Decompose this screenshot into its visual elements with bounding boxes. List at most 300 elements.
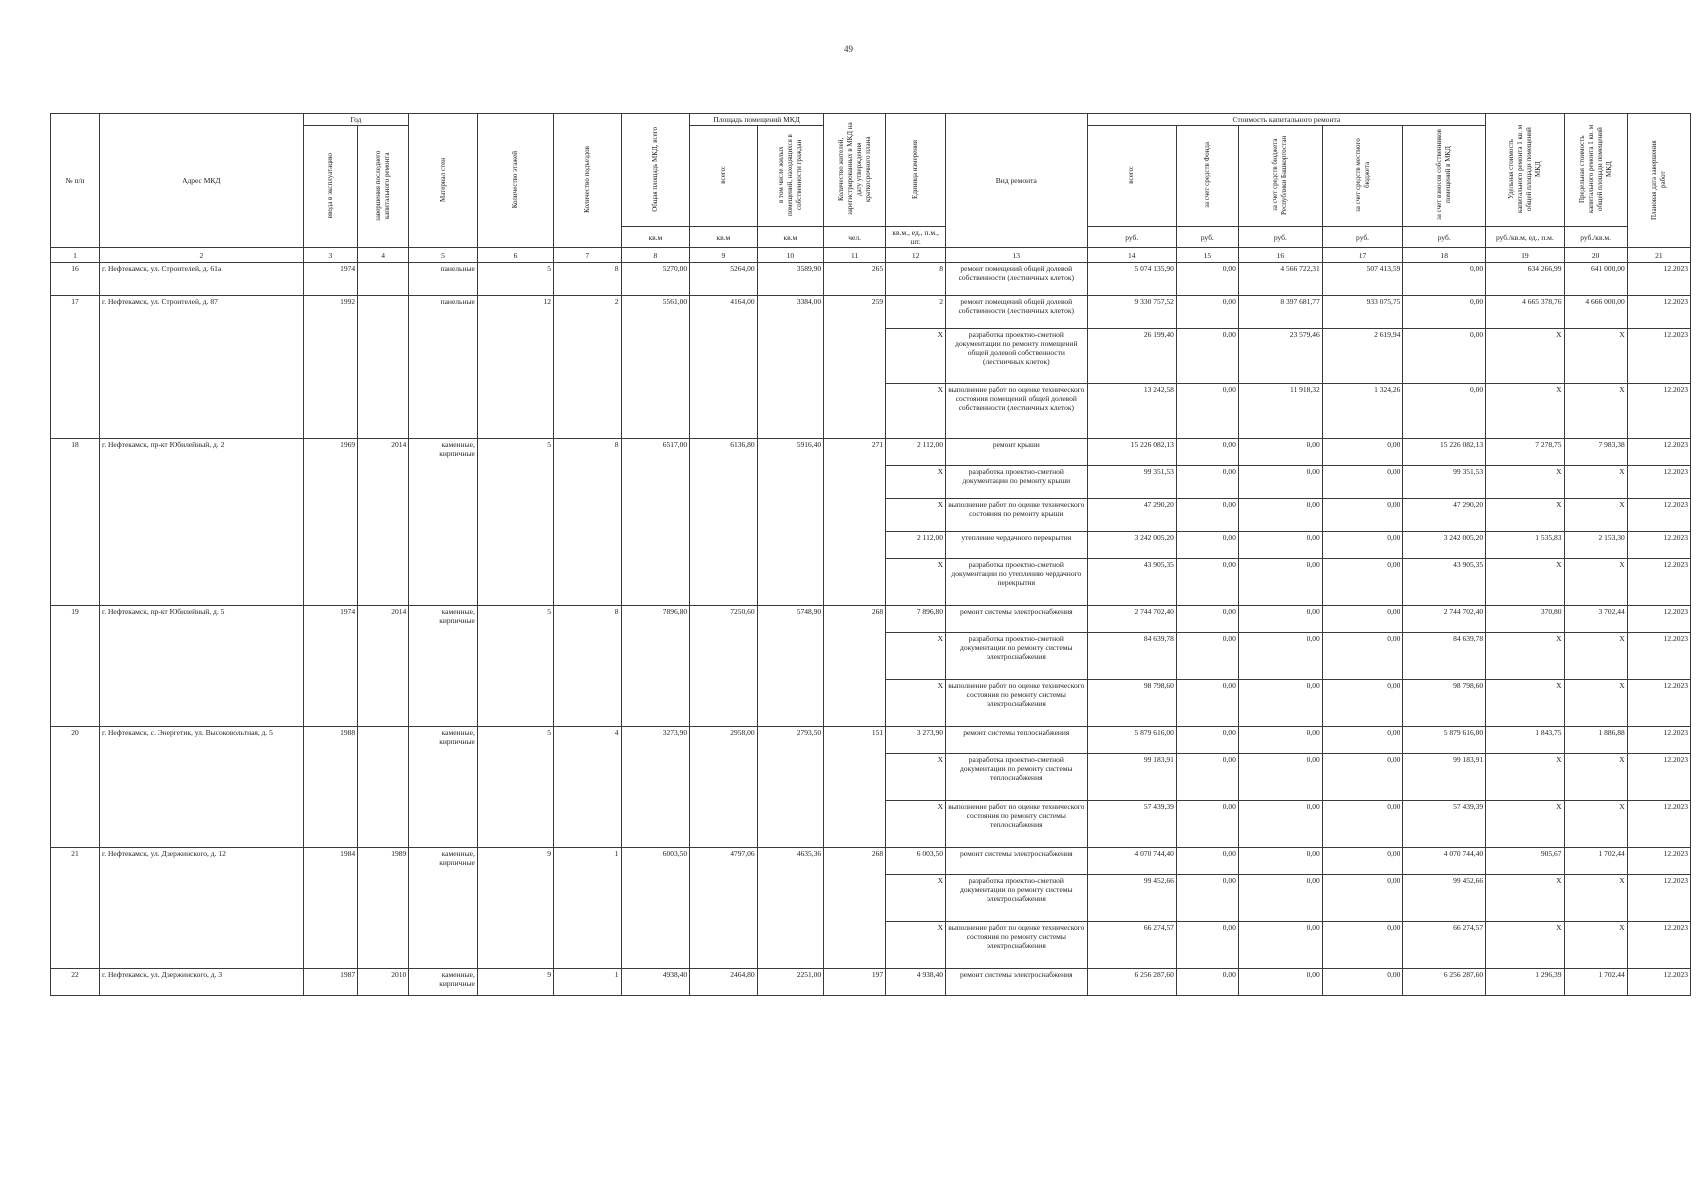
- cost-c15: 0,00: [1176, 263, 1238, 296]
- cost-c16: 0,00: [1238, 559, 1322, 606]
- cost-c14: 2 744 702,40: [1087, 606, 1176, 633]
- table-row: [51, 296, 1691, 329]
- row-address: г. Нефтекамск, пр-кт Юбилейный, д. 2: [100, 439, 304, 606]
- work-type: разработка проектно-сметной документации по ремонту крыши: [946, 466, 1088, 499]
- row-wall-material: панельные: [409, 296, 478, 439]
- row-premises-owned: 5916,40: [757, 439, 823, 606]
- table-row: [51, 606, 1691, 633]
- work-unit: 2 112,00: [886, 532, 946, 559]
- row-residents: 259: [824, 296, 886, 439]
- work-unit: X: [886, 499, 946, 532]
- row-year-last-repair: 2014: [358, 606, 409, 727]
- cost-c17: 0,00: [1322, 633, 1403, 680]
- cost-c17: 0,00: [1322, 466, 1403, 499]
- column-number: 2: [100, 248, 304, 263]
- cost-c14: 57 439,39: [1087, 801, 1176, 848]
- cost-c14: 99 452,66: [1087, 875, 1176, 922]
- header-unit: Единица измерения: [886, 114, 946, 227]
- row-total-area: 4938,40: [621, 969, 690, 996]
- row-total-area: 6003,50: [621, 848, 690, 969]
- row-premises-total: 5264,00: [690, 263, 758, 296]
- unit-19: руб./кв.м, ед., п.м.: [1486, 227, 1564, 248]
- cost-c19: 7 278,75: [1486, 439, 1564, 466]
- table-row: [51, 439, 1691, 466]
- row-address: г. Нефтекамск, ул. Дзержинского, д. 3: [100, 969, 304, 996]
- unit-17: руб.: [1322, 227, 1403, 248]
- row-floors: 5: [477, 263, 553, 296]
- cost-c21: 12.2023: [1627, 969, 1690, 996]
- header-total-area: Общая площадь МКД, всего: [621, 114, 690, 227]
- cost-c18: 43 905,35: [1403, 559, 1486, 606]
- cost-c15: 0,00: [1176, 848, 1238, 875]
- row-number: 17: [51, 296, 100, 439]
- row-wall-material: панельные: [409, 263, 478, 296]
- work-type: ремонт крыши: [946, 439, 1088, 466]
- cost-c21: 12.2023: [1627, 532, 1690, 559]
- row-wall-material: каменные, кирпичные: [409, 969, 478, 996]
- row-number: 16: [51, 263, 100, 296]
- cost-c20: X: [1564, 875, 1627, 922]
- row-wall-material: каменные, кирпичные: [409, 439, 478, 606]
- cost-c15: 0,00: [1176, 922, 1238, 969]
- cost-c19: 370,80: [1486, 606, 1564, 633]
- cost-c19: X: [1486, 922, 1564, 969]
- row-premises-owned: 3384,00: [757, 296, 823, 439]
- cost-c21: 12.2023: [1627, 801, 1690, 848]
- cost-c16: 0,00: [1238, 439, 1322, 466]
- cost-c18: 0,00: [1403, 384, 1486, 439]
- cost-c18: 3 242 005,20: [1403, 532, 1486, 559]
- row-year-last-repair: [358, 727, 409, 848]
- row-total-area: 7896,80: [621, 606, 690, 727]
- cost-c15: 0,00: [1176, 329, 1238, 384]
- cost-c20: X: [1564, 384, 1627, 439]
- column-number: 19: [1486, 248, 1564, 263]
- cost-c19: X: [1486, 466, 1564, 499]
- cost-c20: 3 702,44: [1564, 606, 1627, 633]
- row-year-commission: 1987: [303, 969, 357, 996]
- row-floors: 9: [477, 848, 553, 969]
- work-unit: X: [886, 466, 946, 499]
- cost-c18: 66 274,57: [1403, 922, 1486, 969]
- work-type: разработка проектно-сметной документации по утеплению чердачного перекрытия: [946, 559, 1088, 606]
- cost-c18: 0,00: [1403, 296, 1486, 329]
- cost-c19: 634 266,99: [1486, 263, 1564, 296]
- column-number: 20: [1564, 248, 1627, 263]
- cost-c14: 5 074 135,90: [1087, 263, 1176, 296]
- row-premises-total: 2958,00: [690, 727, 758, 848]
- unit-12: кв.м., ед., п.м., шт.: [886, 227, 946, 248]
- row-year-last-repair: 2010: [358, 969, 409, 996]
- row-number: 21: [51, 848, 100, 969]
- cost-c19: X: [1486, 801, 1564, 848]
- row-floors: 12: [477, 296, 553, 439]
- cost-c16: 0,00: [1238, 499, 1322, 532]
- work-unit: X: [886, 801, 946, 848]
- row-premises-total: 6136,80: [690, 439, 758, 606]
- cost-c18: 99 183,91: [1403, 754, 1486, 801]
- cost-c20: X: [1564, 559, 1627, 606]
- cost-c19: X: [1486, 875, 1564, 922]
- cost-c20: 1 886,88: [1564, 727, 1627, 754]
- cost-c17: 0,00: [1322, 559, 1403, 606]
- work-unit: X: [886, 680, 946, 727]
- cost-c15: 0,00: [1176, 875, 1238, 922]
- column-number: 13: [946, 248, 1088, 263]
- header-deadline: Плановая дата завершения работ: [1627, 114, 1690, 248]
- column-number: 15: [1176, 248, 1238, 263]
- table-body: [51, 263, 1691, 996]
- column-number: 11: [824, 248, 886, 263]
- header-cost-rep-budget: за счет средств бюджета Республики Башкортостан: [1238, 126, 1322, 227]
- row-premises-owned: 3589,90: [757, 263, 823, 296]
- cost-c20: X: [1564, 922, 1627, 969]
- unit-18: руб.: [1403, 227, 1486, 248]
- cost-c16: 0,00: [1238, 606, 1322, 633]
- cost-c15: 0,00: [1176, 727, 1238, 754]
- cost-c21: 12.2023: [1627, 559, 1690, 606]
- cost-c19: X: [1486, 384, 1564, 439]
- cost-c20: X: [1564, 754, 1627, 801]
- cost-c20: X: [1564, 801, 1627, 848]
- cost-c16: 8 397 681,77: [1238, 296, 1322, 329]
- unit-8: кв.м: [621, 227, 690, 248]
- header-repair-type: Вид ремонта: [946, 114, 1088, 248]
- header-address: Адрес МКД: [100, 114, 304, 248]
- row-entrances: 8: [554, 439, 622, 606]
- table-row: [51, 969, 1691, 996]
- cost-c17: 933 075,75: [1322, 296, 1403, 329]
- row-year-last-repair: 2014: [358, 439, 409, 606]
- column-number: 8: [621, 248, 690, 263]
- cost-c16: 0,00: [1238, 754, 1322, 801]
- cost-c15: 0,00: [1176, 969, 1238, 996]
- cost-c14: 66 274,57: [1087, 922, 1176, 969]
- work-unit: 4 938,40: [886, 969, 946, 996]
- cost-c21: 12.2023: [1627, 727, 1690, 754]
- cost-c18: 5 879 616,00: [1403, 727, 1486, 754]
- cost-c17: 0,00: [1322, 848, 1403, 875]
- cost-c20: X: [1564, 499, 1627, 532]
- header-max-unit-cost: Предельная стоимость капитального ремонта 1 кв. м общей площади помещений МКД: [1564, 114, 1627, 227]
- cost-c15: 0,00: [1176, 606, 1238, 633]
- cost-c19: X: [1486, 680, 1564, 727]
- cost-c16: 0,00: [1238, 633, 1322, 680]
- row-year-last-repair: 1989: [358, 848, 409, 969]
- row-address: г. Нефтекамск, с. Энергетик, ул. Высоковольтная, д. 5: [100, 727, 304, 848]
- cost-c16: 0,00: [1238, 466, 1322, 499]
- cost-c20: X: [1564, 680, 1627, 727]
- header-cost-total: всего:: [1087, 126, 1176, 227]
- work-unit: 2: [886, 296, 946, 329]
- cost-c15: 0,00: [1176, 633, 1238, 680]
- cost-c15: 0,00: [1176, 384, 1238, 439]
- work-type: разработка проектно-сметной документации по ремонту системы теплоснабжения: [946, 754, 1088, 801]
- cost-c19: X: [1486, 559, 1564, 606]
- column-number: 17: [1322, 248, 1403, 263]
- row-entrances: 1: [554, 848, 622, 969]
- unit-9: кв.м: [690, 227, 758, 248]
- cost-c21: 12.2023: [1627, 466, 1690, 499]
- cost-c14: 84 639,78: [1087, 633, 1176, 680]
- cost-c15: 0,00: [1176, 466, 1238, 499]
- cost-c20: X: [1564, 466, 1627, 499]
- row-number: 19: [51, 606, 100, 727]
- cost-c20: X: [1564, 633, 1627, 680]
- work-type: ремонт помещений общей долевой собственности (лестничных клеток): [946, 263, 1088, 296]
- cost-c14: 99 351,53: [1087, 466, 1176, 499]
- work-type: разработка проектно-сметной документации по ремонту помещений общей долевой собственности (лестничных клеток): [946, 329, 1088, 384]
- cost-c14: 47 290,20: [1087, 499, 1176, 532]
- cost-c16: 0,00: [1238, 801, 1322, 848]
- cost-c21: 12.2023: [1627, 263, 1690, 296]
- row-year-commission: 1992: [303, 296, 357, 439]
- cost-c16: 11 918,32: [1238, 384, 1322, 439]
- cost-c19: X: [1486, 633, 1564, 680]
- work-unit: X: [886, 633, 946, 680]
- work-type: выполнение работ по оценке технического состояния по ремонту крыши: [946, 499, 1088, 532]
- header-cost-group: Стоимость капитального ремонта: [1087, 114, 1486, 126]
- cost-c19: X: [1486, 754, 1564, 801]
- cost-c21: 12.2023: [1627, 680, 1690, 727]
- row-residents: 151: [824, 727, 886, 848]
- header-premises-group: Площадь помещений МКД: [690, 114, 824, 126]
- cost-c14: 26 199,40: [1087, 329, 1176, 384]
- work-unit: X: [886, 754, 946, 801]
- column-number: 1: [51, 248, 100, 263]
- header-residents: Количество жителей, зарегистрированных в МКД на дату утверждения краткосрочного плана: [824, 114, 886, 227]
- header-floors: Количество этажей: [477, 114, 553, 248]
- cost-c14: 6 256 287,60: [1087, 969, 1176, 996]
- cost-c18: 99 452,66: [1403, 875, 1486, 922]
- cost-c15: 0,00: [1176, 439, 1238, 466]
- header-premises-owned: в том числе жилых помещений, находящихся в собственности граждан: [757, 126, 823, 227]
- column-number: 3: [303, 248, 357, 263]
- row-floors: 5: [477, 606, 553, 727]
- column-number: 12: [886, 248, 946, 263]
- cost-c21: 12.2023: [1627, 296, 1690, 329]
- cost-c20: 4 666 000,00: [1564, 296, 1627, 329]
- cost-c15: 0,00: [1176, 532, 1238, 559]
- row-address: г. Нефтекамск, пр-кт Юбилейный, д. 5: [100, 606, 304, 727]
- header-num: № п/п: [51, 114, 100, 248]
- row-residents: 197: [824, 969, 886, 996]
- cost-c19: 1 535,83: [1486, 532, 1564, 559]
- cost-c17: 0,00: [1322, 727, 1403, 754]
- header-cost-local-budget: за счет средств местного бюджета: [1322, 126, 1403, 227]
- cost-c17: 0,00: [1322, 499, 1403, 532]
- cost-c16: 0,00: [1238, 532, 1322, 559]
- cost-c20: 2 153,30: [1564, 532, 1627, 559]
- column-number: 14: [1087, 248, 1176, 263]
- cost-c19: X: [1486, 329, 1564, 384]
- work-unit: X: [886, 329, 946, 384]
- row-number: 22: [51, 969, 100, 996]
- row-floors: 9: [477, 969, 553, 996]
- row-total-area: 5561,00: [621, 296, 690, 439]
- row-total-area: 3273,90: [621, 727, 690, 848]
- column-number: 6: [477, 248, 553, 263]
- cost-c14: 98 798,60: [1087, 680, 1176, 727]
- cost-c14: 99 183,91: [1087, 754, 1176, 801]
- header-unit-cost: Удельная стоимость капитального ремонта 1 кв. м общей площади помещений МКД: [1486, 114, 1564, 227]
- work-type: утепление чердачного перекрытия: [946, 532, 1088, 559]
- unit-16: руб.: [1238, 227, 1322, 248]
- cost-c16: 0,00: [1238, 875, 1322, 922]
- table-row: [51, 848, 1691, 875]
- row-premises-total: 7250,60: [690, 606, 758, 727]
- cost-c20: 1 702,44: [1564, 848, 1627, 875]
- work-type: выполнение работ по оценке технического состояния помещений общей долевой собственности (лестничных клеток): [946, 384, 1088, 439]
- row-premises-total: 2464,80: [690, 969, 758, 996]
- cost-c16: 4 566 722,31: [1238, 263, 1322, 296]
- row-wall-material: каменные, кирпичные: [409, 848, 478, 969]
- row-year-last-repair: [358, 296, 409, 439]
- cost-c17: 1 324,26: [1322, 384, 1403, 439]
- row-total-area: 5270,00: [621, 263, 690, 296]
- unit-20: руб./кв.м.: [1564, 227, 1627, 248]
- cost-c17: 0,00: [1322, 969, 1403, 996]
- cost-c18: 6 256 287,60: [1403, 969, 1486, 996]
- cost-c19: 4 665 378,76: [1486, 296, 1564, 329]
- cost-c17: 0,00: [1322, 439, 1403, 466]
- cost-c14: 9 330 757,52: [1087, 296, 1176, 329]
- row-year-commission: 1969: [303, 439, 357, 606]
- row-year-last-repair: [358, 263, 409, 296]
- cost-c18: 15 226 082,13: [1403, 439, 1486, 466]
- cost-c15: 0,00: [1176, 801, 1238, 848]
- header-cost-fund: за счет средств Фонда: [1176, 126, 1238, 227]
- row-wall-material: каменные, кирпичные: [409, 727, 478, 848]
- cost-c21: 12.2023: [1627, 922, 1690, 969]
- column-number: 18: [1403, 248, 1486, 263]
- row-premises-owned: 5748,90: [757, 606, 823, 727]
- cost-c21: 12.2023: [1627, 384, 1690, 439]
- cost-c18: 57 439,39: [1403, 801, 1486, 848]
- cost-c18: 2 744 702,40: [1403, 606, 1486, 633]
- cost-c16: 0,00: [1238, 848, 1322, 875]
- work-type: разработка проектно-сметной документации по ремонту системы электроснабжения: [946, 875, 1088, 922]
- row-entrances: 1: [554, 969, 622, 996]
- table-row: [51, 263, 1691, 296]
- row-residents: 265: [824, 263, 886, 296]
- cost-c14: 13 242,58: [1087, 384, 1176, 439]
- header-entrances: Количество подъездов: [554, 114, 622, 248]
- work-unit: 7 896,80: [886, 606, 946, 633]
- cost-c15: 0,00: [1176, 499, 1238, 532]
- row-year-commission: 1974: [303, 263, 357, 296]
- row-address: г. Нефтекамск, ул. Дзержинского, д. 12: [100, 848, 304, 969]
- work-unit: X: [886, 384, 946, 439]
- work-unit: X: [886, 875, 946, 922]
- column-number: 16: [1238, 248, 1322, 263]
- header-year-last-repair: завершения последнего капитального ремонта: [358, 126, 409, 248]
- repair-plan-table: [50, 113, 1691, 996]
- cost-c18: 0,00: [1403, 263, 1486, 296]
- cost-c18: 84 639,78: [1403, 633, 1486, 680]
- row-premises-total: 4164,00: [690, 296, 758, 439]
- work-type: ремонт системы теплоснабжения: [946, 727, 1088, 754]
- cost-c18: 0,00: [1403, 329, 1486, 384]
- cost-c18: 99 351,53: [1403, 466, 1486, 499]
- cost-c14: 3 242 005,20: [1087, 532, 1176, 559]
- work-unit: 6 003,50: [886, 848, 946, 875]
- row-number: 18: [51, 439, 100, 606]
- work-unit: 2 112,00: [886, 439, 946, 466]
- work-type: ремонт помещений общей долевой собственности (лестничных клеток): [946, 296, 1088, 329]
- row-premises-owned: 4635,36: [757, 848, 823, 969]
- row-total-area: 6517,00: [621, 439, 690, 606]
- work-type: разработка проектно-сметной документации по ремонту системы электроснабжения: [946, 633, 1088, 680]
- cost-c16: 0,00: [1238, 680, 1322, 727]
- cost-c21: 12.2023: [1627, 606, 1690, 633]
- cost-c17: 2 619,94: [1322, 329, 1403, 384]
- cost-c21: 12.2023: [1627, 439, 1690, 466]
- cost-c20: 1 702,44: [1564, 969, 1627, 996]
- cost-c17: 507 413,59: [1322, 263, 1403, 296]
- row-entrances: 2: [554, 296, 622, 439]
- cost-c17: 0,00: [1322, 532, 1403, 559]
- unit-10: кв.м: [757, 227, 823, 248]
- row-entrances: 8: [554, 263, 622, 296]
- header-year-group: Год: [303, 114, 409, 126]
- row-entrances: 8: [554, 606, 622, 727]
- cost-c15: 0,00: [1176, 296, 1238, 329]
- row-year-commission: 1988: [303, 727, 357, 848]
- cost-c15: 0,00: [1176, 680, 1238, 727]
- row-premises-total: 4797,06: [690, 848, 758, 969]
- row-residents: 271: [824, 439, 886, 606]
- row-entrances: 4: [554, 727, 622, 848]
- unit-11: чел.: [824, 227, 886, 248]
- page-number: 49: [844, 44, 853, 54]
- table-row: [51, 727, 1691, 754]
- row-year-commission: 1984: [303, 848, 357, 969]
- cost-c20: 641 000,00: [1564, 263, 1627, 296]
- cost-c19: 1 843,75: [1486, 727, 1564, 754]
- header-cost-owners: за счет взносов собственников помещений в МКД: [1403, 126, 1486, 227]
- cost-c15: 0,00: [1176, 754, 1238, 801]
- row-residents: 268: [824, 606, 886, 727]
- cost-c21: 12.2023: [1627, 633, 1690, 680]
- work-type: ремонт системы электроснабжения: [946, 848, 1088, 875]
- cost-c20: 7 983,38: [1564, 439, 1627, 466]
- work-type: выполнение работ по оценке технического состояния по ремонту системы теплоснабжения: [946, 801, 1088, 848]
- cost-c14: 4 070 744,40: [1087, 848, 1176, 875]
- row-residents: 268: [824, 848, 886, 969]
- work-unit: X: [886, 922, 946, 969]
- cost-c21: 12.2023: [1627, 875, 1690, 922]
- row-floors: 5: [477, 439, 553, 606]
- cost-c16: 23 579,46: [1238, 329, 1322, 384]
- cost-c17: 0,00: [1322, 680, 1403, 727]
- cost-c17: 0,00: [1322, 606, 1403, 633]
- cost-c15: 0,00: [1176, 559, 1238, 606]
- cost-c17: 0,00: [1322, 801, 1403, 848]
- cost-c19: 1 296,39: [1486, 969, 1564, 996]
- cost-c16: 0,00: [1238, 969, 1322, 996]
- row-address: г. Нефтекамск, ул. Строителей, д. 87: [100, 296, 304, 439]
- work-unit: 8: [886, 263, 946, 296]
- column-number: 21: [1627, 248, 1690, 263]
- column-number: 10: [757, 248, 823, 263]
- cost-c19: X: [1486, 499, 1564, 532]
- header-wall-material: Материал стен: [409, 114, 478, 248]
- work-type: выполнение работ по оценке технического состояния по ремонту системы электроснабжения: [946, 922, 1088, 969]
- cost-c17: 0,00: [1322, 922, 1403, 969]
- column-number: 5: [409, 248, 478, 263]
- column-numbers-row: [51, 248, 1691, 263]
